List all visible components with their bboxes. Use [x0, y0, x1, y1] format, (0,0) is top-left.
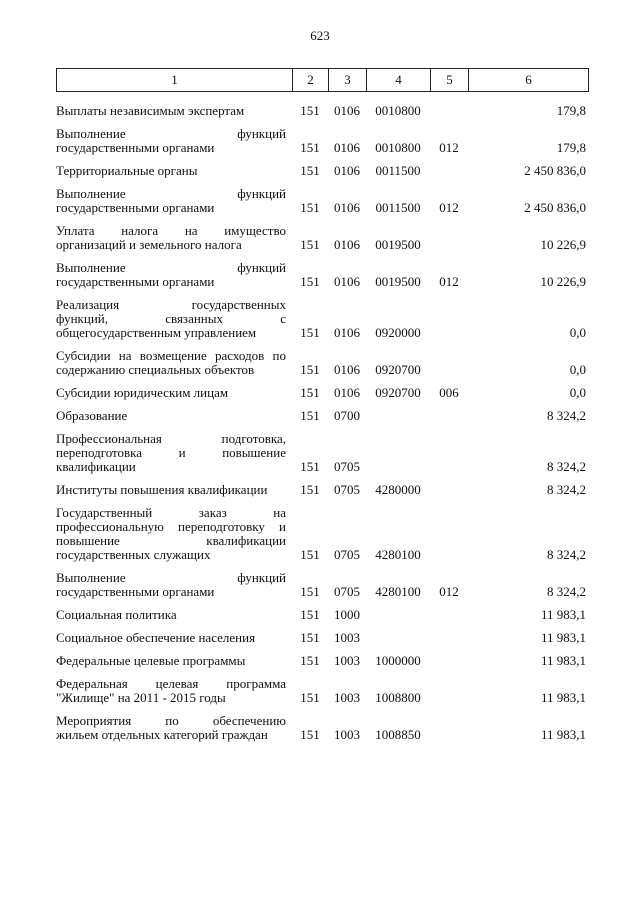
- row-code-2: 151: [300, 482, 320, 497]
- row-name-line: государственными органами: [56, 200, 215, 215]
- row-code-3: 0106: [334, 274, 360, 289]
- row-code-4: 0011500: [375, 163, 421, 178]
- row-code-5: 012: [439, 584, 459, 599]
- row-code-4: 0920000: [375, 325, 421, 340]
- row-code-2: 151: [300, 362, 320, 377]
- table-row: [56, 654, 588, 677]
- table-row: [56, 506, 588, 571]
- header-col-3: 3: [329, 69, 367, 92]
- row-code-4: [366, 631, 430, 654]
- row-code-5: [430, 677, 468, 714]
- row-code-3: 0106: [334, 163, 360, 178]
- row-code-5: [430, 409, 468, 432]
- row-code-4: 0019500: [375, 274, 421, 289]
- row-code-3: 0106: [334, 385, 360, 400]
- row-name-line: Профессиональная подготовка,: [56, 431, 286, 446]
- row-code-2: 151: [300, 408, 320, 423]
- row-code-4: 0011500: [375, 200, 421, 215]
- row-code-5: [430, 432, 468, 483]
- row-code-4: 4280100: [375, 584, 421, 599]
- row-code-3: 1003: [334, 653, 360, 668]
- row-name: [56, 386, 292, 409]
- row-name-line: содержанию специальных объектов: [56, 362, 255, 377]
- row-code-4: 1000000: [375, 653, 421, 668]
- row-name-line: Мероприятия по обеспечению: [56, 713, 286, 728]
- row-amount: 2 450 836,0: [524, 200, 586, 215]
- row-code-4: 4280100: [375, 547, 421, 562]
- row-code-3: 1003: [334, 630, 360, 645]
- row-code-3: 1003: [334, 727, 360, 742]
- row-code-2: 151: [300, 727, 320, 742]
- row-code-5: 012: [439, 200, 459, 215]
- row-code-5: 012: [439, 140, 459, 155]
- row-code-2: 151: [300, 630, 320, 645]
- row-code-5: [430, 608, 468, 631]
- budget-table-body: [56, 104, 588, 751]
- row-name: [56, 714, 292, 751]
- row-code-5: [430, 349, 468, 386]
- row-name-line: Субсидии юридическим лицам: [56, 385, 229, 400]
- row-code-4: 1008800: [375, 690, 421, 705]
- row-name-line: Выполнение функций: [56, 260, 286, 275]
- row-code-2: 151: [300, 459, 320, 474]
- row-name-line: Социальное обеспечение населения: [56, 630, 256, 645]
- row-name-line: жильем отдельных категорий граждан: [56, 727, 268, 742]
- table-row: [56, 483, 588, 506]
- table-row: [56, 571, 588, 608]
- table-row: [56, 349, 588, 386]
- row-code-3: 0106: [334, 200, 360, 215]
- row-name-line: Выполнение функций: [56, 570, 286, 585]
- row-amount: 0,0: [569, 385, 586, 400]
- row-code-5: [430, 224, 468, 261]
- row-name-line: Федеральные целевые программы: [56, 653, 246, 668]
- header-col-1: 1: [57, 69, 293, 92]
- row-name-line: Выполнение функций: [56, 186, 286, 201]
- row-amount: 179,8: [556, 140, 586, 155]
- row-name: [56, 127, 292, 164]
- row-code-5: [430, 483, 468, 506]
- row-amount: 11 983,1: [540, 690, 586, 705]
- row-code-4: 0920700: [375, 385, 421, 400]
- table-row: [56, 677, 588, 714]
- row-code-2: 151: [300, 607, 320, 622]
- row-name-line: повышение квалификации: [56, 533, 286, 548]
- row-code-2: 151: [300, 385, 320, 400]
- row-amount: 8 324,2: [547, 459, 586, 474]
- table-row: [56, 127, 588, 164]
- row-name-line: Реализация государственных: [56, 297, 286, 312]
- row-code-3: 0106: [334, 325, 360, 340]
- row-name: [56, 654, 292, 677]
- row-code-4: [366, 608, 430, 631]
- row-name-line: Институты повышения квалификации: [56, 482, 268, 497]
- row-name: [56, 432, 292, 483]
- row-name-line: Федеральная целевая программа: [56, 676, 286, 691]
- row-code-5: [430, 714, 468, 751]
- row-name: [56, 164, 292, 187]
- row-code-2: 151: [300, 690, 320, 705]
- table-row: [56, 386, 588, 409]
- row-code-4: 1008850: [375, 727, 421, 742]
- row-code-3: 1003: [334, 690, 360, 705]
- row-name-line: Территориальные органы: [56, 163, 198, 178]
- header-col-2: 2: [293, 69, 329, 92]
- row-amount: 2 450 836,0: [524, 163, 586, 178]
- row-name: [56, 298, 292, 349]
- row-code-4: [366, 432, 430, 483]
- row-name-line: государственными органами: [56, 140, 215, 155]
- row-code-2: 151: [300, 547, 320, 562]
- row-name-line: "Жилище" на 2011 - 2015 годы: [56, 690, 226, 705]
- table-row: [56, 298, 588, 349]
- row-code-5: [430, 298, 468, 349]
- row-name-line: организаций и земельного налога: [56, 237, 242, 252]
- row-amount: 8 324,2: [547, 408, 586, 423]
- row-code-5: [430, 104, 468, 127]
- row-name: [56, 506, 292, 571]
- row-name: [56, 608, 292, 631]
- row-code-5: [430, 164, 468, 187]
- table-row: [56, 631, 588, 654]
- table-header: [56, 68, 589, 92]
- row-amount: 179,8: [556, 103, 586, 118]
- row-code-3: 0705: [334, 482, 360, 497]
- table-row: [56, 608, 588, 631]
- row-code-3: 1000: [334, 607, 360, 622]
- row-amount: 8 324,2: [547, 584, 586, 599]
- table-row: [56, 432, 588, 483]
- row-name-line: функций, связанных с: [56, 311, 286, 326]
- table-row: [56, 187, 588, 224]
- header-col-6: 6: [469, 69, 589, 92]
- row-name: [56, 224, 292, 261]
- row-name-line: Образование: [56, 408, 128, 423]
- row-code-4: 4280000: [375, 482, 421, 497]
- row-code-3: 0705: [334, 459, 360, 474]
- header-col-5: 5: [431, 69, 469, 92]
- page-number: 623: [310, 28, 330, 43]
- table-row: [56, 224, 588, 261]
- row-code-2: 151: [300, 103, 320, 118]
- row-amount: 11 983,1: [540, 630, 586, 645]
- row-code-2: 151: [300, 140, 320, 155]
- row-name-line: квалификации: [56, 459, 136, 474]
- row-name-line: Выплаты независимым экспертам: [56, 103, 245, 118]
- header-col-4: 4: [367, 69, 431, 92]
- row-code-3: 0700: [334, 408, 360, 423]
- row-name: [56, 571, 292, 608]
- row-code-2: 151: [300, 325, 320, 340]
- row-name-line: государственных служащих: [56, 547, 211, 562]
- row-name-line: Выполнение функций: [56, 126, 286, 141]
- row-name-line: Социальная политика: [56, 607, 177, 622]
- row-code-3: 0705: [334, 547, 360, 562]
- row-amount: 8 324,2: [547, 482, 586, 497]
- row-code-2: 151: [300, 237, 320, 252]
- row-code-2: 151: [300, 163, 320, 178]
- table-row: [56, 261, 588, 298]
- row-name: [56, 349, 292, 386]
- row-code-4: 0019500: [375, 237, 421, 252]
- row-name-line: профессиональную переподготовку и: [56, 519, 286, 534]
- row-name-line: Уплата налога на имущество: [56, 223, 286, 238]
- row-name: [56, 104, 292, 127]
- row-name-line: общегосударственным управлением: [56, 325, 257, 340]
- row-code-3: 0106: [334, 103, 360, 118]
- row-code-5: [430, 506, 468, 571]
- row-amount: 10 226,9: [540, 237, 586, 252]
- row-code-4: 0920700: [375, 362, 421, 377]
- budget-table: [56, 104, 588, 751]
- row-code-2: 151: [300, 274, 320, 289]
- row-name: [56, 261, 292, 298]
- row-name-line: переподготовка и повышение: [56, 445, 286, 460]
- row-name: [56, 483, 292, 506]
- row-name-line: государственными органами: [56, 274, 215, 289]
- row-code-4: [366, 409, 430, 432]
- row-name: [56, 677, 292, 714]
- row-code-4: 0010800: [375, 103, 421, 118]
- row-code-5: [430, 631, 468, 654]
- row-name: [56, 187, 292, 224]
- row-amount: 8 324,2: [547, 547, 586, 562]
- table-row: [56, 164, 588, 187]
- row-code-5: 006: [439, 385, 459, 400]
- row-amount: 11 983,1: [540, 653, 586, 668]
- row-code-4: 0010800: [375, 140, 421, 155]
- row-name-line: государственными органами: [56, 584, 215, 599]
- row-name-line: Государственный заказ на: [56, 505, 286, 520]
- row-amount: 11 983,1: [540, 607, 586, 622]
- row-code-3: 0106: [334, 140, 360, 155]
- row-name: [56, 631, 292, 654]
- row-name: [56, 409, 292, 432]
- row-amount: 0,0: [569, 325, 586, 340]
- row-code-3: 0106: [334, 362, 360, 377]
- row-code-3: 0705: [334, 584, 360, 599]
- row-code-5: 012: [439, 274, 459, 289]
- row-amount: 0,0: [569, 362, 586, 377]
- table-row: [56, 714, 588, 751]
- table-row: [56, 409, 588, 432]
- table-row: [56, 104, 588, 127]
- row-code-2: 151: [300, 584, 320, 599]
- row-amount: 11 983,1: [540, 727, 586, 742]
- row-code-2: 151: [300, 200, 320, 215]
- row-amount: 10 226,9: [540, 274, 586, 289]
- row-code-2: 151: [300, 653, 320, 668]
- row-code-5: [430, 654, 468, 677]
- row-name-line: Субсидии на возмещение расходов по: [56, 348, 286, 363]
- row-code-3: 0106: [334, 237, 360, 252]
